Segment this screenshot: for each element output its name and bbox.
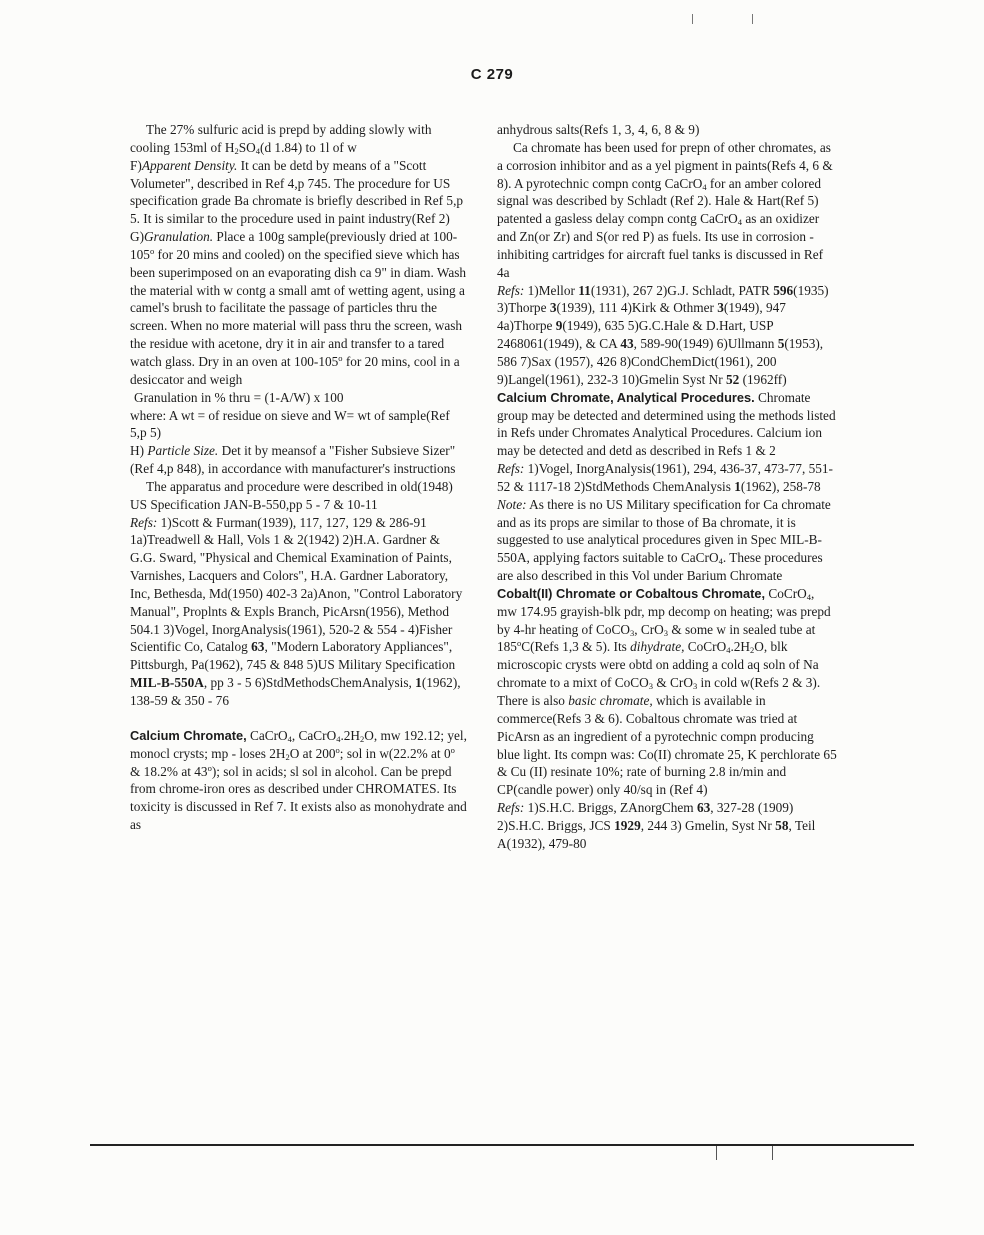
paragraph: Refs: 1)Mellor 11(1931), 267 2)G.J. Schladt, PATR 596(1935) 3)Thorpe 3(1939), 111 4)Kirk & Othmer 3(1949), 947 4a)Thorpe 9(1949), 635 5)G.C.Hale & D.Hart, USP 2468061(1949), & CA 43, 589-90(1949) 6)Ullmann 5(1953), 586 7)Sax (1957), 426 8)CondChemDict(1961), 200 9)Langel(1961), 232-3 10)Gmelin Syst Nr 52 (1962ff)	[497, 282, 829, 387]
italic-text: Particle Size.	[147, 443, 219, 459]
superscript: o	[149, 245, 155, 256]
subscript: 3	[692, 681, 698, 692]
paragraph: G)Granulation. Place a 100g sample(previously dried at 100-105$^o$ for 20 mins and cooled) on the specified sieve which has been superimposed on an evaporating dish ca 9" in diam. Wash the material with w contg a small amt of wetting agent, using a camel's brush to facilitate the passage of particles thru the screen. When no more material will pass thru the screen, wash the residue with acetone, dry it in air and transfer to a tared watch glass. Dry in an oven at 100-105$^o$ for 20 mins, cool in a desiccator and weigh	[130, 229, 467, 387]
scan-mark-top-left	[692, 14, 693, 24]
bold-text: 1	[415, 675, 422, 691]
subscript: 4	[806, 591, 812, 602]
bold-text: 596	[773, 282, 794, 298]
paragraph: The apparatus and procedure were described in old(1948) US Specification JAN-B-550,pp 5 - 7 & 10-11	[130, 478, 453, 512]
paragraph: Note: As there is no US Military specification for Ca chromate and as its props are similar to those of Ba chromate, it is suggested to use analytical procedures given in Spec MIL-B-550A, applying factors suitable to CaCrO$_4$. These procedures are also described in this Vol under Barium Chromate	[497, 496, 831, 584]
paragraph: Cobalt(II) Chromate or Cobaltous Chromate, CoCrO$_4$, mw 174.95 grayish-blk pdr, mp decomp on heating; was prepd by 4-hr heating of CoCO$_3$, CrO$_3$ & some w in sealed tube at 185$^o$C(Refs 1,3 & 5). Its dihydrate, $CoCrO_4.2H_2O$, blk microscopic crysts were obtd on adding a cold aq soln of Na chromate to a mixt of CoCO$_3$ & CrO$_3$ in cold w(Refs 2 & 3). There is also basic chromate, which is available in commerce(Refs 3 & 6). Cobaltous chromate was tried at PicArsn as an ingredient of a pyrotechnic compn producing blue light. Its compn was: Co(II) chromate 25, K perchlorate 65 & Cu (II) resinate 10%; rate of burning 2.8 in/min and CP(candle power) only 40/sq in (Ref 4)	[497, 585, 837, 798]
italic-text: basic chromate,	[568, 693, 653, 708]
page-number: C 279	[470, 66, 514, 83]
paragraph: H) Particle Size. Det it by meansof a "Fisher Subsieve Sizer"(Ref 4,p 848), in accordance with manufacturer's instructions	[130, 443, 456, 477]
subscript: 4	[255, 145, 261, 156]
bold-text: 52	[725, 371, 740, 387]
paragraph: anhydrous salts(Refs 1, 3, 4, 6, 8 & 9)	[497, 122, 700, 137]
paragraph: Refs: 1)Scott & Furman(1939), 117, 127, 129 & 286-91 1a)Treadwell & Hall, Vols 1 & 2(1942) 2)H.A. Gardner & G.G. Sward, "Physical and Chemical Examination of Paints, Varnishes, Lacquers and Colors", H.A. Gardner Laboratory, Inc, Bethesda, Md(1950) 402-3 2a)Anon, "Control Laboratory Manual", Proplnts & Expls Branch, PicArsn(1956), Method 504.1 3)Vogel, InorgAnalysis(1961), 520-2 & 554 - 4)Fisher Scientific Co, Catalog 63, "Modern Laboratory Appliances", Pittsburgh, Pa(1962), 745 & 848 5)US Military Specification MIL-B-550A, pp 3 - 5 6)StdMethodsChemAnalysis, 1(1962), 138-59 & 350 - 76	[130, 514, 463, 708]
subscript: 4	[737, 217, 743, 228]
bold-text: 5	[777, 336, 785, 352]
paragraph: Granulation in % thru = (1-A/W) x 100	[134, 389, 344, 405]
bold-text: 9	[555, 318, 563, 334]
italic-text: Refs:	[497, 461, 525, 477]
subscript: 3	[629, 627, 635, 638]
section-heading: Cobalt(II) Chromate or Cobaltous Chromate,	[497, 585, 766, 601]
superscript: o	[516, 638, 522, 649]
superscript: o	[207, 762, 212, 773]
superscript: o	[338, 352, 343, 363]
subscript: 3	[648, 681, 654, 692]
bottom-rule	[90, 1144, 914, 1146]
section-heading: Calcium Chromate,	[130, 727, 247, 743]
subscript: 4	[287, 733, 292, 744]
subscript: 4	[336, 733, 341, 744]
scan-mark-top-right	[752, 14, 753, 24]
subscript: 4	[702, 181, 707, 192]
right-column	[497, 121, 837, 853]
scan-mark-bottom-left	[716, 1146, 717, 1160]
bold-text: 43	[620, 336, 634, 352]
bold-text: 3	[717, 300, 724, 316]
paragraph: F)Apparent Density. It can be detd by means of a "Scott Volumeter", described in Ref 4,p 745. The procedure for US specification grade Ba chromate is briefly described in Ref 5,p 5. It is similar to the procedure used in paint industry(Ref 2)	[130, 157, 464, 227]
paragraph: Refs: 1)Vogel, InorgAnalysis(1961), 294, 436-37, 473-77, 551-52 & 1117-18 2)StdMethods ChemAnalysis 1(1962), 258-78	[497, 461, 833, 494]
paragraph: Calcium Chromate, Analytical Procedures. Chromate group may be detected and determined using the methods listed in Refs under Chromates Analytical Procedures. Calcium ion may be detected and detd as described in Refs 1 & 2	[497, 389, 836, 459]
bold-text: MIL-B-550A	[130, 675, 204, 691]
italic-text: Refs:	[497, 800, 525, 816]
italic-text: Refs:	[497, 282, 525, 298]
italic-text: Refs:	[130, 514, 158, 530]
paragraph: where: A wt = of residue on sieve and W= wt of sample(Ref 5,p 5)	[130, 407, 450, 441]
subscript: 2	[285, 751, 290, 762]
bold-text: 63	[696, 800, 711, 816]
superscript: o	[450, 744, 455, 755]
subscript: 3	[663, 627, 669, 638]
paragraph: Ca chromate has been used for prepn of other chromates, as a corrosion inhibitor and as a yel pigment in paints(Refs 4, 6 & 8). A pyrotechnic compn contg CaCrO$_4$ for an amber colored signal was described by Schladt (Ref 2). Hale & Hart(Ref 5) patented a gasless delay compn contg CaCrO$_4$ as an oxidizer and Zn(or Zr) and S(or red P) as fuels. Its use in corrosion - inhibiting cartridges for aircraft fuel tanks is discussed in Ref 4a	[497, 139, 833, 280]
paragraph: Calcium Chromate, CaCrO$_4$, $CaCrO_4.2H_2O$, mw 192.12; yel, monocl crysts; mp - loses $2H_2O$ at 200$^o$; sol in w(22.2% at 0$^o$ & 18.2% at 43$^o$); sol in acids; sl sol in alcohol. Can be prepd from chrome-iron ores as described under CHROMATES. Its toxicity is discussed in Ref 7. It exists also as monohydrate and as	[130, 727, 467, 833]
section-heading: Calcium Chromate, Analytical Procedures.	[497, 389, 755, 405]
paragraph: The 27% sulfuric acid is prepd by adding slowly with cooling 153ml of $H_2SO_4(d$ 1.84) to 1l of w	[130, 122, 432, 156]
bold-text: 58	[775, 817, 789, 833]
bold-text: 3	[549, 300, 557, 316]
paragraph: Refs: 1)S.H.C. Briggs, ZAnorgChem 63, 327-28 (1909) 2)S.H.C. Briggs, JCS 1929, 244 3) Gmelin, Syst Nr 58, Teil A(1932), 479-80	[497, 800, 816, 851]
bold-text: 11	[578, 282, 591, 298]
bold-text: 1	[734, 478, 741, 494]
bold-text: 63	[251, 639, 265, 655]
bold-text: 1929	[614, 817, 641, 833]
left-column	[130, 121, 468, 834]
italic-text: Note:	[497, 496, 527, 512]
superscript: o	[335, 744, 340, 755]
subscript: 4	[718, 556, 723, 567]
scan-mark-bottom-right	[772, 1146, 773, 1160]
italic-text: dihydrate,	[630, 639, 685, 655]
subscript: 2	[360, 733, 365, 744]
italic-text: Granulation.	[144, 229, 214, 245]
subscript: 2	[234, 145, 239, 156]
italic-text: Apparent Density.	[141, 157, 238, 173]
subscript: 4	[726, 645, 731, 656]
subscript: 2	[750, 645, 755, 656]
